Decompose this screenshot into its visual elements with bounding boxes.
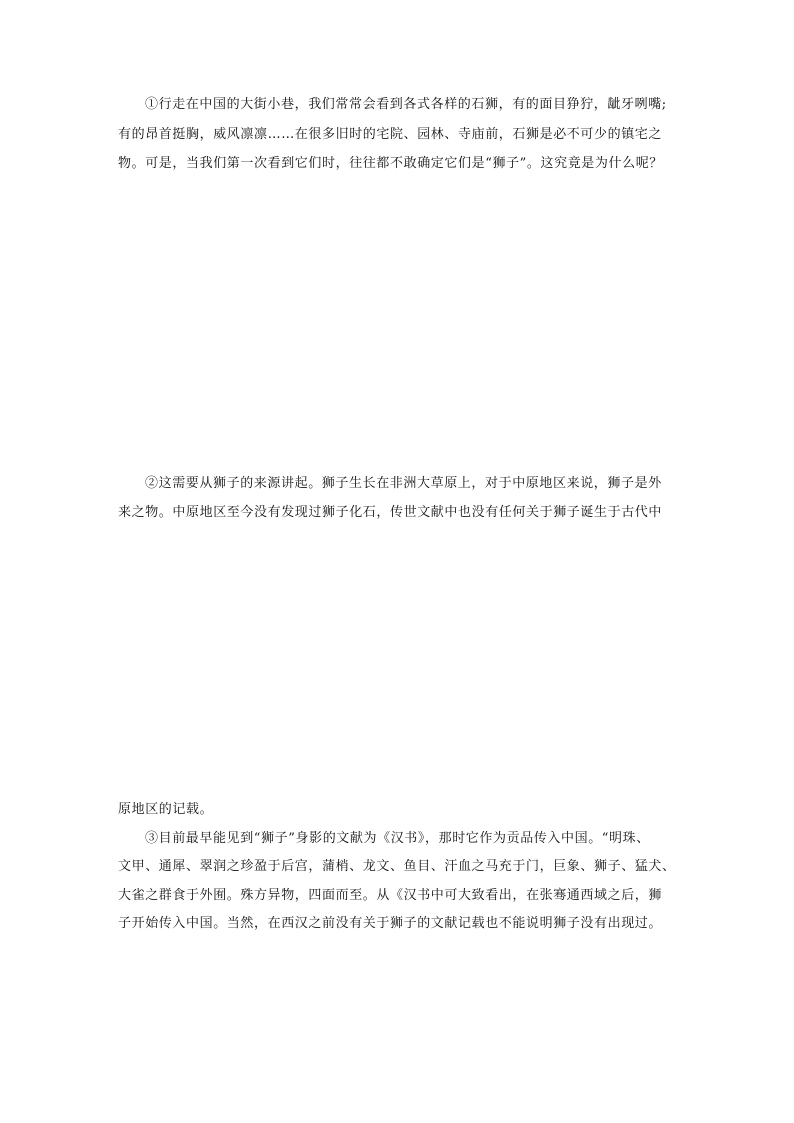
paragraph-1-line-1: ①行走在中国的大街小巷，我们常常会看到各式各样的石狮，有的面目狰狞，龇牙咧嘴; [145,97,667,112]
paragraph-3-line-2: 文甲、通犀、翠润之珍盈于后宫，蒲梢、龙文、鱼目、汗血之马充于门，巨象、狮子、猛犬、 [118,859,676,874]
paragraph-1-line-3: 物。可是，当我们第一次看到它们时，往往都不敢确定它们是“狮子”。这究竟是为什么呢？ [118,156,663,171]
paragraph-3-line-1: ③目前最早能见到“狮子”身影的文献为《汉书》，那时它作为贡品传入中国。“明珠、 [145,831,650,846]
paragraph-2-line-1: ②这需要从狮子的来源讲起。狮子生长在非洲大草原上，对于中原地区来说，狮子是外 [145,476,662,491]
paragraph-1-line-2: 有的昂首挺胸，威风凛凛……在很多旧时的宅院、园林、寺庙前，石狮是必不可少的镇宅之 [118,127,663,142]
paragraph-2-line-3: 原地区的记载。 [118,802,214,817]
paragraph-3-line-4: 子开始传入中国。当然，在西汉之前没有关于狮子的文献记载也不能说明狮子没有出现过。 [118,916,663,931]
paragraph-2-line-2: 来之物。中原地区至今没有发现过狮子化石，传世文献中也没有任何关于狮子诞生于古代中 [118,505,663,520]
paragraph-3-line-3: 大雀之群食于外囿。殊方异物，四面而至。从《汉书中可大致看出，在张骞通西域之后，狮 [118,888,663,903]
